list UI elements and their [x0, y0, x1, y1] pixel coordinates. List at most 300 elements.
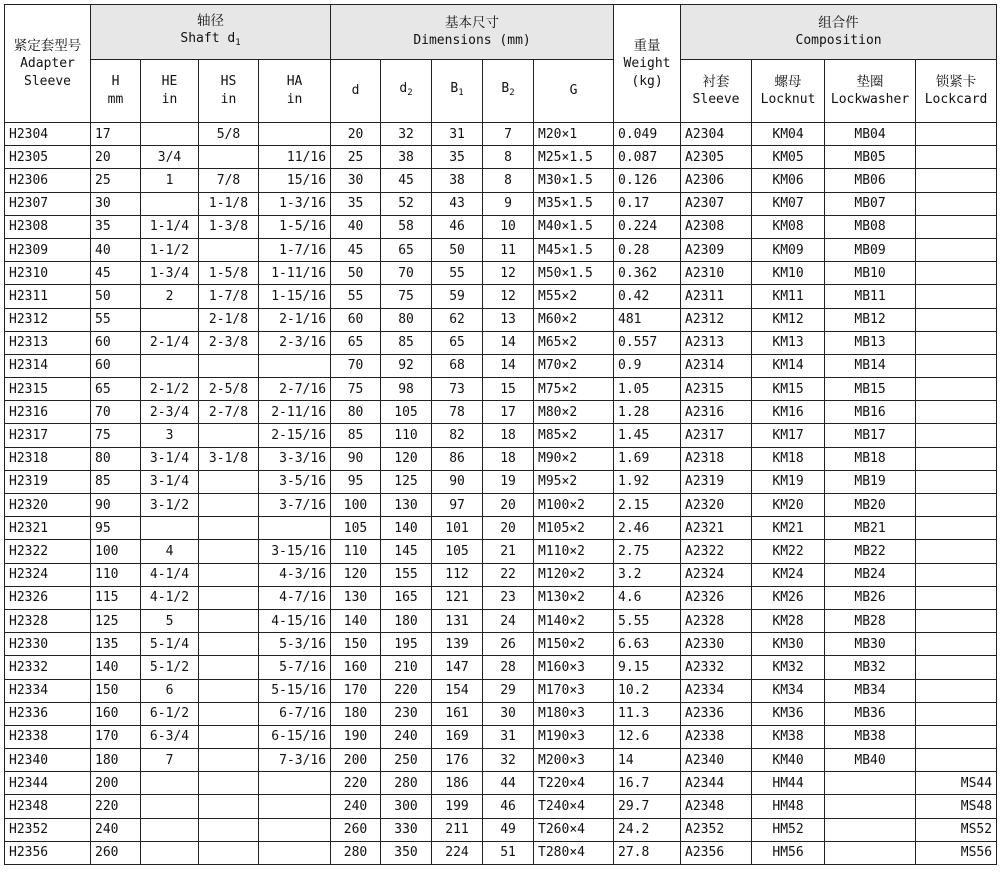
cell-g: M100×2	[534, 494, 614, 517]
cell-he: 2	[141, 285, 199, 308]
cell-h: 115	[91, 586, 141, 609]
cell-d: 190	[331, 725, 381, 748]
cell-b2: 30	[483, 702, 534, 725]
table-row	[5, 517, 997, 540]
cell-hs	[199, 633, 259, 656]
cell-lockwasher: MB10	[825, 262, 916, 285]
cell-sleeve: A2316	[681, 401, 752, 424]
cell-sleeve: A2340	[681, 749, 752, 772]
cell-weight: 24.2	[614, 818, 681, 841]
cell-h: 25	[91, 169, 141, 192]
cell-d: 60	[331, 308, 381, 331]
cell-h: 60	[91, 331, 141, 354]
cell-b2: 13	[483, 308, 534, 331]
cell-lockwasher: MB28	[825, 609, 916, 632]
cell-d: 170	[331, 679, 381, 702]
table-row	[5, 215, 997, 238]
cell-weight: 0.224	[614, 215, 681, 238]
cell-lockwasher: MB30	[825, 633, 916, 656]
cell-locknut: KM11	[752, 285, 825, 308]
cell-he: 1-3/4	[141, 262, 199, 285]
table-body	[5, 123, 997, 865]
cell-lockwasher: MB32	[825, 656, 916, 679]
cell-lockcard	[916, 285, 997, 308]
cell-g: T240×4	[534, 795, 614, 818]
cell-g: T280×4	[534, 841, 614, 864]
cell-d: 160	[331, 656, 381, 679]
cell-sleeve: A2319	[681, 470, 752, 493]
table-row	[5, 795, 997, 818]
cell-he: 3-1/2	[141, 494, 199, 517]
cell-hs: 1-7/8	[199, 285, 259, 308]
cell-lockcard	[916, 725, 997, 748]
cell-b2: 24	[483, 609, 534, 632]
cell-b2: 31	[483, 725, 534, 748]
cell-model: H2352	[5, 818, 91, 841]
cell-d: 50	[331, 262, 381, 285]
cell-b1: 50	[432, 238, 483, 261]
cell-b2: 19	[483, 470, 534, 493]
cell-lockcard	[916, 238, 997, 261]
he-header-unit: in	[161, 92, 178, 107]
cell-lockwasher: MB05	[825, 146, 916, 169]
cell-d: 120	[331, 563, 381, 586]
cell-hs	[199, 586, 259, 609]
cell-sleeve: A2314	[681, 354, 752, 377]
cell-g: M50×1.5	[534, 262, 614, 285]
cell-g: M140×2	[534, 609, 614, 632]
cell-h: 70	[91, 401, 141, 424]
cell-lockcard	[916, 656, 997, 679]
cell-h: 90	[91, 494, 141, 517]
cell-d2: 125	[381, 470, 432, 493]
cell-model: H2311	[5, 285, 91, 308]
cell-ha	[259, 818, 331, 841]
cell-d: 150	[331, 633, 381, 656]
cell-hs	[199, 563, 259, 586]
cell-h: 140	[91, 656, 141, 679]
cell-b2: 18	[483, 424, 534, 447]
cell-locknut: KM26	[752, 586, 825, 609]
cell-locknut: KM22	[752, 540, 825, 563]
cell-lockcard	[916, 633, 997, 656]
cell-lockwasher: MB21	[825, 517, 916, 540]
table-row	[5, 725, 997, 748]
cell-locknut: KM40	[752, 749, 825, 772]
cell-model: H2310	[5, 262, 91, 285]
table-row	[5, 262, 997, 285]
cell-hs: 5/8	[199, 123, 259, 146]
d2-header-sub: 2	[407, 88, 413, 98]
cell-model: H2318	[5, 447, 91, 470]
cell-d2: 230	[381, 702, 432, 725]
model-header-en2: Sleeve	[24, 73, 71, 89]
cell-d: 140	[331, 609, 381, 632]
cell-ha: 5-7/16	[259, 656, 331, 679]
cell-d: 75	[331, 378, 381, 401]
cell-sleeve: A2334	[681, 679, 752, 702]
cell-g: M20×1	[534, 123, 614, 146]
lockcard-header	[916, 60, 997, 123]
cell-b2: 12	[483, 285, 534, 308]
cell-d: 40	[331, 215, 381, 238]
cell-weight: 481	[614, 308, 681, 331]
header-row-1	[5, 5, 997, 60]
cell-lockcard: MS52	[916, 818, 997, 841]
cell-locknut: KM36	[752, 702, 825, 725]
cell-he: 3/4	[141, 146, 199, 169]
cell-weight: 10.2	[614, 679, 681, 702]
cell-b1: 43	[432, 192, 483, 215]
cell-b2: 21	[483, 540, 534, 563]
cell-model: H2334	[5, 679, 91, 702]
cell-hs: 2-5/8	[199, 378, 259, 401]
cell-sleeve: A2310	[681, 262, 752, 285]
cell-b2: 18	[483, 447, 534, 470]
cell-b1: 112	[432, 563, 483, 586]
cell-b2: 10	[483, 215, 534, 238]
he-header-title: HE	[161, 74, 178, 89]
cell-b1: 31	[432, 123, 483, 146]
cell-weight: 0.126	[614, 169, 681, 192]
cell-h: 95	[91, 517, 141, 540]
table-row	[5, 772, 997, 795]
cell-d: 80	[331, 401, 381, 424]
cell-g: M55×2	[534, 285, 614, 308]
cell-he: 6	[141, 679, 199, 702]
cell-model: H2306	[5, 169, 91, 192]
cell-d: 85	[331, 424, 381, 447]
table-row	[5, 238, 997, 261]
cell-locknut: KM14	[752, 354, 825, 377]
cell-hs	[199, 818, 259, 841]
cell-sleeve: A2352	[681, 818, 752, 841]
cell-d2: 65	[381, 238, 432, 261]
cell-h: 60	[91, 354, 141, 377]
cell-sleeve: A2306	[681, 169, 752, 192]
cell-ha	[259, 841, 331, 864]
cell-weight: 0.362	[614, 262, 681, 285]
cell-d2: 240	[381, 725, 432, 748]
table-row	[5, 540, 997, 563]
cell-he	[141, 841, 199, 864]
cell-d2: 210	[381, 656, 432, 679]
cell-locknut: KM06	[752, 169, 825, 192]
cell-lockwasher: MB20	[825, 494, 916, 517]
cell-g: M180×3	[534, 702, 614, 725]
dimensions-header-zh: 基本尺寸	[445, 15, 500, 31]
cell-b1: 186	[432, 772, 483, 795]
cell-d2: 45	[381, 169, 432, 192]
cell-b1: 78	[432, 401, 483, 424]
cell-ha: 3-5/16	[259, 470, 331, 493]
cell-ha: 3-7/16	[259, 494, 331, 517]
cell-g: M160×3	[534, 656, 614, 679]
cell-sleeve: A2344	[681, 772, 752, 795]
hs-header	[199, 60, 259, 123]
cell-g: M120×2	[534, 563, 614, 586]
weight-header	[614, 5, 681, 123]
cell-d2: 120	[381, 447, 432, 470]
cell-hs: 2-1/8	[199, 308, 259, 331]
table-row	[5, 749, 997, 772]
cell-locknut: KM24	[752, 563, 825, 586]
cell-b1: 73	[432, 378, 483, 401]
cell-ha: 2-11/16	[259, 401, 331, 424]
cell-weight: 14	[614, 749, 681, 772]
cell-ha: 4-15/16	[259, 609, 331, 632]
lockwasher-header-zh: 垫圈	[856, 74, 884, 90]
table-row	[5, 841, 997, 864]
cell-lockcard	[916, 447, 997, 470]
cell-locknut: HM56	[752, 841, 825, 864]
cell-ha: 2-3/16	[259, 331, 331, 354]
cell-model: H2321	[5, 517, 91, 540]
cell-g: M25×1.5	[534, 146, 614, 169]
cell-b2: 8	[483, 169, 534, 192]
composition-header-en: Composition	[795, 33, 882, 48]
cell-hs	[199, 679, 259, 702]
cell-lockwasher: MB38	[825, 725, 916, 748]
cell-lockcard	[916, 494, 997, 517]
table-row	[5, 378, 997, 401]
cell-h: 100	[91, 540, 141, 563]
cell-g: M80×2	[534, 401, 614, 424]
cell-hs: 7/8	[199, 169, 259, 192]
lockcard-header-en: Lockcard	[924, 92, 988, 107]
cell-model: H2309	[5, 238, 91, 261]
cell-b2: 15	[483, 378, 534, 401]
cell-b1: 38	[432, 169, 483, 192]
weight-header-zh: 重量	[633, 37, 661, 54]
cell-locknut: KM17	[752, 424, 825, 447]
cell-b2: 44	[483, 772, 534, 795]
cell-he: 5	[141, 609, 199, 632]
cell-d2: 180	[381, 609, 432, 632]
cell-hs	[199, 609, 259, 632]
cell-b2: 51	[483, 841, 534, 864]
cell-hs: 1-1/8	[199, 192, 259, 215]
model-header-en1: Adapter	[20, 55, 75, 71]
cell-model: H2316	[5, 401, 91, 424]
cell-weight: 2.15	[614, 494, 681, 517]
cell-h: 135	[91, 633, 141, 656]
cell-weight: 0.28	[614, 238, 681, 261]
cell-locknut: KM07	[752, 192, 825, 215]
locknut-header	[752, 60, 825, 123]
cell-d2: 85	[381, 331, 432, 354]
cell-d2: 38	[381, 146, 432, 169]
cell-hs: 1-5/8	[199, 262, 259, 285]
lockcard-header-zh: 锁紧卡	[935, 74, 977, 90]
cell-lockcard	[916, 146, 997, 169]
ha-header	[259, 60, 331, 123]
cell-h: 30	[91, 192, 141, 215]
cell-lockwasher: MB17	[825, 424, 916, 447]
cell-ha: 4-7/16	[259, 586, 331, 609]
cell-sleeve: A2338	[681, 725, 752, 748]
cell-h: 170	[91, 725, 141, 748]
cell-model: H2326	[5, 586, 91, 609]
cell-h: 240	[91, 818, 141, 841]
cell-ha	[259, 517, 331, 540]
cell-ha	[259, 772, 331, 795]
cell-model: H2307	[5, 192, 91, 215]
cell-lockcard	[916, 517, 997, 540]
cell-lockcard: MS48	[916, 795, 997, 818]
cell-b1: 46	[432, 215, 483, 238]
cell-lockcard	[916, 749, 997, 772]
cell-hs	[199, 146, 259, 169]
table-row	[5, 146, 997, 169]
cell-h: 55	[91, 308, 141, 331]
cell-he: 6-1/2	[141, 702, 199, 725]
cell-g: M65×2	[534, 331, 614, 354]
cell-weight: 3.2	[614, 563, 681, 586]
cell-lockwasher: MB40	[825, 749, 916, 772]
cell-model: H2322	[5, 540, 91, 563]
cell-locknut: KM09	[752, 238, 825, 261]
model-header-zh: 紧定套型号	[13, 37, 82, 54]
cell-ha	[259, 354, 331, 377]
cell-sleeve: A2315	[681, 378, 752, 401]
cell-d2: 300	[381, 795, 432, 818]
cell-locknut: KM21	[752, 517, 825, 540]
d2-header	[381, 60, 432, 123]
cell-lockwasher	[825, 795, 916, 818]
cell-ha: 11/16	[259, 146, 331, 169]
cell-ha: 1-11/16	[259, 262, 331, 285]
cell-lockwasher	[825, 772, 916, 795]
cell-lockwasher: MB08	[825, 215, 916, 238]
cell-locknut: KM08	[752, 215, 825, 238]
cell-b1: 154	[432, 679, 483, 702]
cell-sleeve: A2311	[681, 285, 752, 308]
cell-weight: 1.92	[614, 470, 681, 493]
cell-b1: 101	[432, 517, 483, 540]
hs-header-title: HS	[220, 74, 237, 89]
cell-h: 180	[91, 749, 141, 772]
cell-d2: 155	[381, 563, 432, 586]
lockwasher-header-en: Lockwasher	[830, 92, 910, 107]
ha-header-unit: in	[286, 92, 303, 107]
cell-d: 180	[331, 702, 381, 725]
cell-h: 75	[91, 424, 141, 447]
cell-lockwasher: MB07	[825, 192, 916, 215]
table-row	[5, 401, 997, 424]
cell-lockwasher: MB09	[825, 238, 916, 261]
cell-lockcard	[916, 470, 997, 493]
cell-model: H2338	[5, 725, 91, 748]
cell-g: M190×3	[534, 725, 614, 748]
sleeve-header-en: Sleeve	[692, 92, 740, 107]
cell-b2: 29	[483, 679, 534, 702]
cell-locknut: KM05	[752, 146, 825, 169]
cell-hs	[199, 540, 259, 563]
cell-lockcard	[916, 679, 997, 702]
cell-d: 130	[331, 586, 381, 609]
cell-b1: 224	[432, 841, 483, 864]
hs-header-unit: in	[220, 92, 237, 107]
cell-model: H2304	[5, 123, 91, 146]
cell-d: 105	[331, 517, 381, 540]
cell-model: H2315	[5, 378, 91, 401]
composition-header-zh: 组合件	[818, 15, 859, 31]
cell-lockcard	[916, 609, 997, 632]
cell-ha: 6-7/16	[259, 702, 331, 725]
cell-locknut: KM12	[752, 308, 825, 331]
cell-lockcard	[916, 262, 997, 285]
cell-ha: 3-3/16	[259, 447, 331, 470]
cell-model: H2305	[5, 146, 91, 169]
cell-b2: 22	[483, 563, 534, 586]
cell-ha	[259, 123, 331, 146]
cell-d: 110	[331, 540, 381, 563]
cell-weight: 6.63	[614, 633, 681, 656]
cell-locknut: KM20	[752, 494, 825, 517]
cell-d: 25	[331, 146, 381, 169]
cell-lockwasher: MB06	[825, 169, 916, 192]
b2-header-sub: 2	[509, 88, 515, 98]
cell-ha: 2-1/16	[259, 308, 331, 331]
cell-ha: 1-3/16	[259, 192, 331, 215]
cell-d2: 350	[381, 841, 432, 864]
cell-weight: 9.15	[614, 656, 681, 679]
cell-weight: 1.69	[614, 447, 681, 470]
cell-lockwasher: MB12	[825, 308, 916, 331]
cell-ha: 1-7/16	[259, 238, 331, 261]
cell-weight: 1.28	[614, 401, 681, 424]
cell-sleeve: A2313	[681, 331, 752, 354]
table-row	[5, 447, 997, 470]
cell-sleeve: A2320	[681, 494, 752, 517]
table-row	[5, 609, 997, 632]
cell-weight: 0.087	[614, 146, 681, 169]
cell-he: 4	[141, 540, 199, 563]
cell-d: 95	[331, 470, 381, 493]
cell-hs	[199, 656, 259, 679]
cell-h: 65	[91, 378, 141, 401]
cell-weight: 1.05	[614, 378, 681, 401]
cell-locknut: HM44	[752, 772, 825, 795]
cell-ha: 15/16	[259, 169, 331, 192]
cell-weight: 0.557	[614, 331, 681, 354]
cell-sleeve: A2318	[681, 447, 752, 470]
b2-header-title: B	[501, 81, 510, 96]
cell-d: 260	[331, 818, 381, 841]
cell-h: 260	[91, 841, 141, 864]
cell-d2: 58	[381, 215, 432, 238]
cell-b1: 59	[432, 285, 483, 308]
cell-model: H2324	[5, 563, 91, 586]
cell-lockwasher: MB18	[825, 447, 916, 470]
cell-d: 90	[331, 447, 381, 470]
cell-weight: 1.45	[614, 424, 681, 447]
cell-lockcard	[916, 540, 997, 563]
cell-d2: 250	[381, 749, 432, 772]
cell-he: 2-1/2	[141, 378, 199, 401]
cell-h: 85	[91, 470, 141, 493]
cell-model: H2319	[5, 470, 91, 493]
shaft-header-zh: 轴径	[197, 13, 225, 29]
cell-model: H2317	[5, 424, 91, 447]
cell-model: H2356	[5, 841, 91, 864]
sleeve-header	[681, 60, 752, 123]
cell-lockcard	[916, 378, 997, 401]
table-row	[5, 563, 997, 586]
cell-h: 80	[91, 447, 141, 470]
cell-he	[141, 123, 199, 146]
